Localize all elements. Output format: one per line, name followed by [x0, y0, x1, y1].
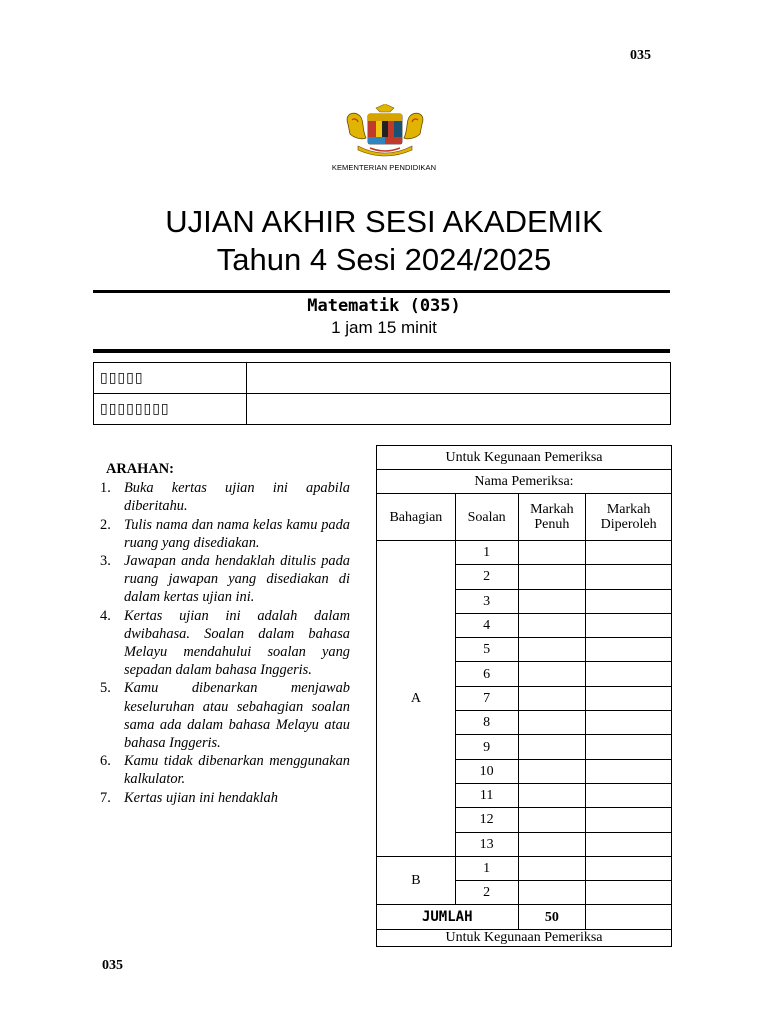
exam-session: Tahun 4 Sesi 2024/2025 — [216, 242, 552, 277]
divider-bottom — [93, 349, 670, 353]
instructions — [100, 460, 350, 807]
full-marks-cell — [518, 808, 586, 832]
question-number: 11 — [455, 783, 518, 807]
question-number: 1 — [455, 856, 518, 880]
paper-code-top: 035 — [630, 48, 651, 63]
instruction-item — [100, 479, 350, 515]
obtained-marks-cell — [586, 881, 672, 905]
instruction-text: Tulis nama dan nama kelas kamu pada ruang yang disediakan. — [124, 516, 350, 551]
question-number: 8 — [455, 711, 518, 735]
obtained-marks-cell — [586, 711, 672, 735]
question-number: 7 — [455, 686, 518, 710]
candidate-info-table — [93, 362, 671, 425]
class-field[interactable] — [247, 394, 671, 425]
class-row — [94, 394, 671, 425]
full-marks-cell — [518, 711, 586, 735]
question-number: 13 — [455, 832, 518, 856]
instruction-number: 4. — [100, 607, 111, 624]
section-b-label: B — [377, 856, 456, 905]
examiner-use-footer — [377, 929, 672, 946]
question-number: 5 — [455, 638, 518, 662]
instruction-text: Buka kertas ujian ini apabila diberitahu. — [124, 480, 350, 515]
question-number: 4 — [455, 613, 518, 637]
ministry-name: KEMENTERIAN PENDIDIKAN — [331, 163, 437, 172]
obtained-marks-cell — [586, 783, 672, 807]
total-obtained-cell — [586, 905, 672, 929]
instructions-list — [100, 479, 350, 807]
full-marks-cell — [518, 759, 586, 783]
full-marks-cell — [518, 856, 586, 880]
header-marks-obtained: Markah Diperoleh — [586, 494, 672, 541]
instruction-item — [100, 752, 350, 788]
obtained-marks-cell — [586, 565, 672, 589]
total-label: JUMLAH — [377, 905, 519, 929]
instruction-item — [100, 679, 350, 752]
name-field[interactable] — [247, 363, 671, 394]
instruction-text: Kertas ujian ini hendaklah — [124, 789, 278, 806]
instruction-item — [100, 789, 350, 807]
obtained-marks-cell — [586, 589, 672, 613]
examiner-use-footer-text: Untuk Kegunaan Pemeriksa — [445, 929, 603, 945]
paper-code-bottom: 035 — [102, 958, 123, 973]
instruction-number: 5. — [100, 680, 111, 697]
instruction-number: 1. — [100, 480, 111, 497]
instruction-item — [100, 607, 350, 680]
examiner-name-field: Nama Pemeriksa: — [377, 470, 672, 494]
full-marks-cell — [518, 832, 586, 856]
instructions-heading: ARAHAN: — [106, 461, 174, 477]
header-section: Bahagian — [377, 494, 456, 541]
question-number: 9 — [455, 735, 518, 759]
examiner-use-caption: Untuk Kegunaan Pemeriksa — [377, 446, 672, 470]
obtained-marks-cell — [586, 808, 672, 832]
obtained-marks-cell — [586, 832, 672, 856]
obtained-marks-cell — [586, 638, 672, 662]
full-marks-cell — [518, 735, 586, 759]
instruction-text: Kamu dibenarkan menjawab keseluruhan atau sebahagian soalan sama ada dalam bahasa Melayu atau bahasa Inggeris. — [124, 680, 350, 752]
instruction-number: 6. — [100, 753, 111, 770]
subject-title: Matematik (035) — [307, 296, 461, 316]
name-row — [94, 363, 671, 394]
instruction-item — [100, 516, 350, 552]
obtained-marks-cell — [586, 613, 672, 637]
question-number: 12 — [455, 808, 518, 832]
section-a-label: A — [377, 541, 456, 857]
examiner-marks-table — [376, 445, 672, 947]
question-number: 3 — [455, 589, 518, 613]
coat-of-arms-logo — [340, 104, 430, 162]
full-marks-cell — [518, 881, 586, 905]
obtained-marks-cell — [586, 735, 672, 759]
full-marks-cell — [518, 638, 586, 662]
instruction-text: Jawapan anda hendaklah ditulis pada ruang jawapan yang disediakan di dalam kertas ujian ini. — [124, 553, 350, 606]
instruction-text: Kertas ujian ini adalah dalam dwibahasa. Soalan dalam bahasa Melayu mendahului soalan yang sepadan dalam bahasa Inggeris. — [124, 607, 350, 679]
full-marks-cell — [518, 783, 586, 807]
full-marks-cell — [518, 662, 586, 686]
question-number: 6 — [455, 662, 518, 686]
name-label: ▯▯▯▯▯ — [94, 363, 247, 394]
header-full-marks: Markah Penuh — [518, 494, 586, 541]
question-number: 2 — [455, 565, 518, 589]
class-label: ▯▯▯▯▯▯▯▯ — [94, 394, 247, 425]
exam-duration: 1 jam 15 minit — [331, 318, 437, 337]
instruction-number: 3. — [100, 553, 111, 570]
divider-top — [93, 290, 670, 293]
obtained-marks-cell — [586, 541, 672, 565]
full-marks-cell — [518, 589, 586, 613]
instruction-text: Kamu tidak dibenarkan menggunakan kalkulator. — [124, 753, 350, 788]
full-marks-cell — [518, 565, 586, 589]
question-number: 2 — [455, 881, 518, 905]
obtained-marks-cell — [586, 856, 672, 880]
obtained-marks-cell — [586, 662, 672, 686]
instruction-number: 2. — [100, 516, 111, 533]
full-marks-cell — [518, 613, 586, 637]
full-marks-cell — [518, 541, 586, 565]
question-number: 10 — [455, 759, 518, 783]
total-full-marks: 50 — [518, 905, 586, 929]
exam-title: UJIAN AKHIR SESI AKADEMIK — [165, 204, 603, 239]
instruction-number: 7. — [100, 789, 111, 806]
instruction-item — [100, 552, 350, 607]
full-marks-cell — [518, 686, 586, 710]
header-question: Soalan — [455, 494, 518, 541]
question-number: 1 — [455, 541, 518, 565]
obtained-marks-cell — [586, 759, 672, 783]
obtained-marks-cell — [586, 686, 672, 710]
